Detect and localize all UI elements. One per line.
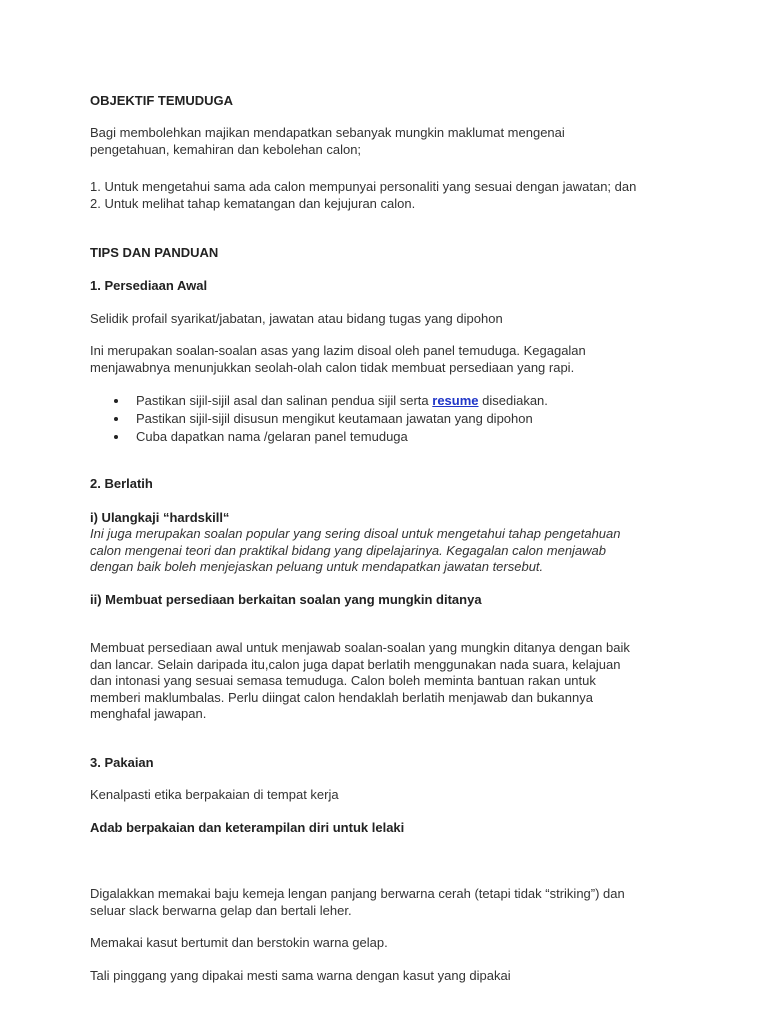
persediaan-paragraph-1: Selidik profail syarikat/jabatan, jawatan atau bidang tugas yang dipohon (90, 311, 503, 326)
persediaan-soalan-line5: menghafal jawapan. (90, 706, 207, 721)
hardskill-line3: dengan baik boleh menjejaskan peluang untuk mendapatkan jawatan tersebut. (90, 559, 544, 574)
subheading-persediaan-soalan: ii) Membuat persediaan berkaitan soalan yang mungkin ditanya (90, 592, 482, 607)
pakaian-paragraph-2-line1: Digalakkan memakai baju kemeja lengan panjang berwarna cerah (tetapi tidak “striking”) dan (90, 886, 625, 901)
heading-persediaan: 1. Persediaan Awal (90, 278, 208, 293)
objektif-intro-line1: Bagi membolehkan majikan mendapatkan sebanyak mungkin maklumat mengenai (90, 125, 565, 140)
pakaian-paragraph-1: Kenalpasti etika berpakaian di tempat kerja (90, 787, 339, 802)
hardskill-line1: Ini juga merupakan soalan popular yang sering disoal untuk mengetahui tahap pengetahuan (90, 526, 621, 541)
objektif-point-1: 1. Untuk mengetahui sama ada calon mempunyai personaliti yang sesuai dengan jawatan; dan (90, 179, 637, 194)
heading-objektif: OBJEKTIF TEMUDUGA (90, 93, 233, 108)
objektif-intro (90, 125, 565, 158)
persediaan-soalan-line2: dan lancar. Selain daripada itu,calon juga dapat berlatih menggunakan nada suara, kelajuan (90, 656, 621, 672)
persediaan-paragraph-2 (90, 343, 586, 376)
pakaian-paragraph-3: Memakai kasut bertumit dan berstokin warna gelap. (90, 935, 388, 950)
persediaan-soalan-line3: dan intonasi yang sesuai semasa temuduga. Calon boleh meminta bantuan rakan untuk (90, 673, 596, 688)
persediaan-soalan-paragraph (90, 640, 630, 723)
hardskill-line2: calon mengenai teori dan praktikal bidang yang dipelajarinya. Kegagalan calon menjawab (90, 542, 607, 558)
objektif-points (90, 179, 636, 212)
persediaan-paragraph-2-line1: Ini merupakan soalan-soalan asas yang lazim disoal oleh panel temuduga. Kegagalan (90, 343, 586, 358)
objektif-point-2: 2. Untuk melihat tahap kematangan dan kejujuran calon. (90, 195, 416, 211)
bullet-text-end: disediakan. (478, 393, 548, 408)
bullet-text: Pastikan sijil-sijil asal dan salinan pendua sijil serta (136, 393, 433, 408)
subheading-hardskill: i) Ulangkaji “hardskill“ (90, 510, 230, 525)
bullet-item: Cuba dapatkan nama /gelaran panel temuduga (90, 428, 548, 446)
pakaian-paragraph-2-line2: seluar slack berwarna gelap dan bertali leher. (90, 902, 352, 918)
persediaan-bullet-list (90, 392, 548, 446)
pakaian-paragraph-2 (90, 886, 625, 919)
persediaan-soalan-line4: memberi maklumbalas. Perlu diingat calon hendaklah berlatih menjawab dan bukannya (90, 689, 593, 705)
persediaan-paragraph-2-line2: menjawabnya menunjukkan seolah-olah calon tidak membuat persediaan yang rapi. (90, 359, 575, 375)
persediaan-soalan-line1: Membuat persediaan awal untuk menjawab soalan-soalan yang mungkin ditanya dengan baik (90, 640, 630, 655)
resume-link[interactable]: resume (432, 393, 479, 408)
objektif-intro-line2: pengetahuan, kemahiran dan kebolehan calon; (90, 141, 362, 157)
hardskill-paragraph (90, 526, 621, 576)
heading-tips: TIPS DAN PANDUAN (90, 245, 219, 260)
pakaian-paragraph-4: Tali pinggang yang dipakai mesti sama warna dengan kasut yang dipakai (90, 968, 511, 983)
subheading-adab-berpakaian: Adab berpakaian dan keterampilan diri untuk lelaki (90, 820, 405, 835)
bullet-item: Pastikan sijil-sijil disusun mengikut keutamaan jawatan yang dipohon (90, 410, 548, 428)
heading-berlatih: 2. Berlatih (90, 476, 153, 491)
heading-pakaian: 3. Pakaian (90, 755, 154, 770)
bullet-item (90, 392, 548, 410)
